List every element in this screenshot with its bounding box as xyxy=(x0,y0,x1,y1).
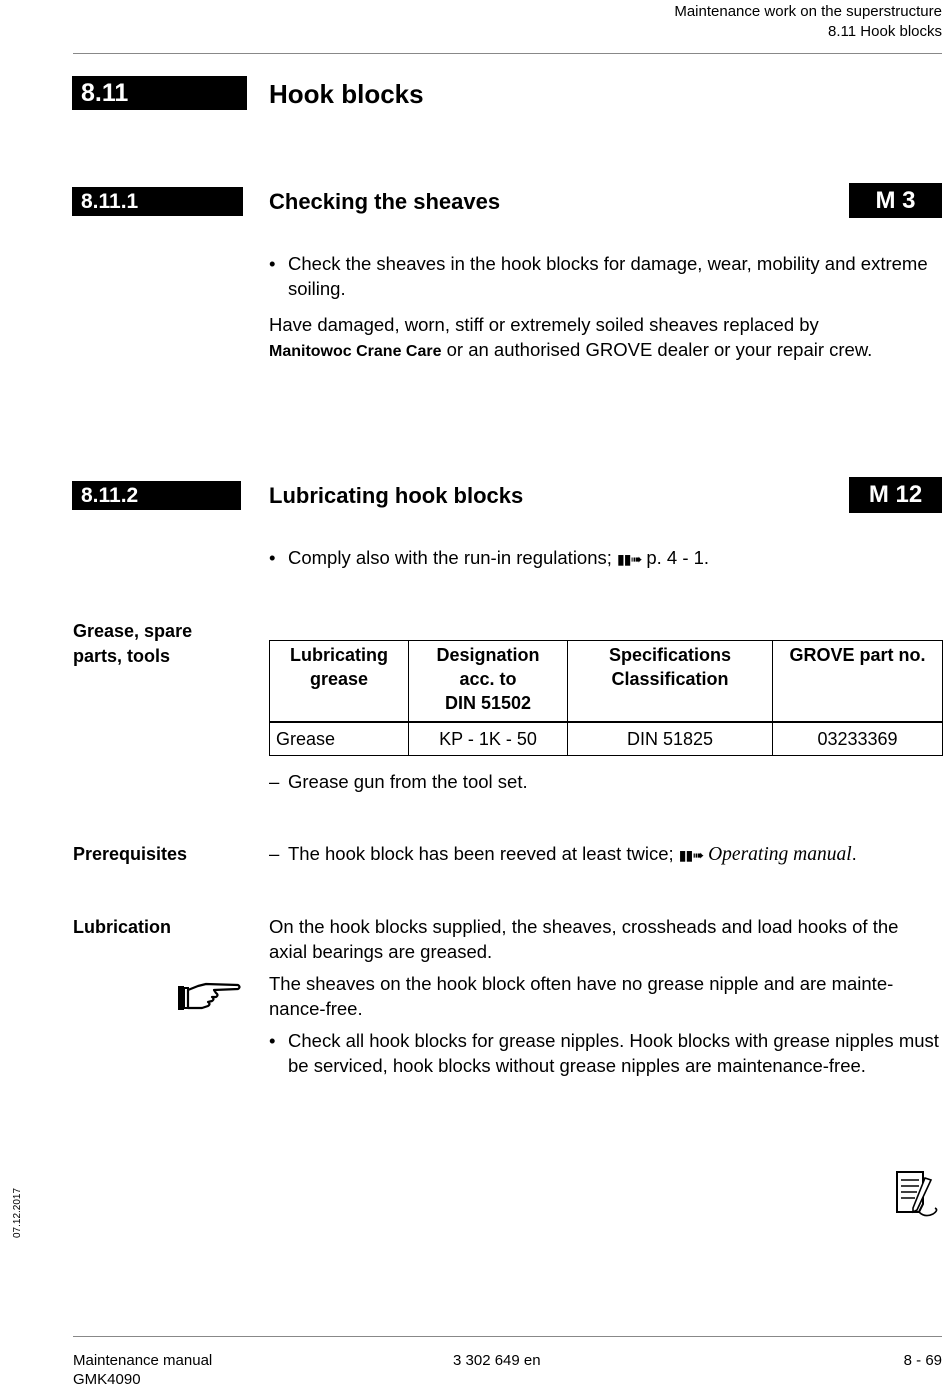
subsection-number-2: 8.11.2 xyxy=(72,481,241,510)
footer-doc-number: 3 302 649 en xyxy=(453,1352,541,1369)
col-header-specifications xyxy=(568,641,773,723)
prerequisite-period: . xyxy=(851,843,857,864)
grease-label-line1: Grease, spare xyxy=(73,621,193,641)
revision-date: 07.12.2017 xyxy=(12,1187,23,1238)
pointing-hand-icon xyxy=(176,978,242,1014)
subsection-title-2: Lubricating hook blocks xyxy=(269,483,524,508)
grease-label-line2: parts, tools xyxy=(73,646,171,666)
lubrication-paragraph: On the hook blocks supplied, the sheaves, crossheads and load hooks of the axial bearings are greased. xyxy=(269,916,899,962)
footer-rule xyxy=(73,1336,942,1337)
header-text: Specifications xyxy=(608,645,732,665)
header-text: grease xyxy=(309,669,369,689)
grease-table xyxy=(269,640,943,756)
sub2-bullet-item xyxy=(269,546,931,572)
col-header-lubricating-grease xyxy=(270,641,409,723)
lubrication-content xyxy=(269,915,941,1078)
dash-marker: – xyxy=(269,843,280,864)
header-section: 8.11 Hook blocks xyxy=(828,23,942,40)
lubrication-bullet-item xyxy=(269,1029,941,1078)
interval-badge-2: M 12 xyxy=(849,477,942,513)
footer-page-number: 8 - 69 xyxy=(903,1352,942,1369)
dash-marker: – xyxy=(269,771,280,792)
col-header-part-no xyxy=(773,641,943,723)
header-text: Lubricating xyxy=(290,645,388,665)
running-header xyxy=(674,2,942,42)
sub1-bullet-item xyxy=(269,252,931,301)
footer-manual-title: Maintenance manual xyxy=(73,1352,213,1369)
tool-item xyxy=(269,770,931,795)
lubrication-bullet-text: Check all hook blocks for grease nipples. Hook blocks with grease nipples must be serviced, hook blocks without grease nipples are maintenance-free. xyxy=(288,1030,939,1076)
footer-model: GMK4090 xyxy=(73,1371,141,1388)
sub1-para-start: Have damaged, worn, stiff or extremely soiled sheaves replaced by xyxy=(269,314,819,335)
tool-item-text: Grease gun from the tool set. xyxy=(288,771,528,792)
header-rule xyxy=(73,53,942,54)
prerequisite-text: The hook block has been reeved at least twice; xyxy=(288,843,674,864)
operating-manual-link[interactable]: Operating manual xyxy=(708,844,852,865)
maintenance-log-icon xyxy=(893,1168,943,1220)
sub2-bullet-text: Comply also with the run-in regulations; xyxy=(288,547,612,568)
header-text: Designation xyxy=(436,645,540,665)
header-text: acc. to xyxy=(459,669,517,689)
grease-label xyxy=(73,619,192,669)
interval-badge-1: M 3 xyxy=(849,183,942,218)
section-title: Hook blocks xyxy=(269,79,424,109)
sub1-bullet-text: Check the sheaves in the hook blocks for damage, wear, mobility and extreme soiling. xyxy=(288,253,928,299)
bullet-marker: • xyxy=(269,253,276,274)
header-text: GROVE part no. xyxy=(789,645,926,665)
bullet-marker: • xyxy=(269,1030,276,1051)
lubrication-note: The sheaves on the hook block often have no grease nipple and are mainte-nance-free. xyxy=(269,973,894,1019)
sub1-paragraph xyxy=(269,313,931,364)
header-text: Classification xyxy=(611,669,729,689)
cell-grease: Grease xyxy=(270,722,409,756)
header-text: DIN 51502 xyxy=(444,693,532,713)
cell-specification: DIN 51825 xyxy=(568,722,773,756)
sub1-para-end: or an authorised GROVE dealer or your repair crew. xyxy=(441,338,873,360)
manitowoc-brand: Manitowoc Crane Care xyxy=(269,342,442,360)
cell-part-no: 03233369 xyxy=(773,722,943,756)
sub1-content xyxy=(269,252,931,364)
arrow-ref-icon: ▮▮➠ xyxy=(617,551,642,567)
prerequisite-item xyxy=(269,842,931,868)
page-ref-link[interactable]: p. 4 - 1. xyxy=(646,547,710,568)
table-header-row xyxy=(270,641,943,723)
sub2-content xyxy=(269,546,931,572)
subsection-title-1: Checking the sheaves xyxy=(269,189,501,214)
arrow-ref-icon: ▮▮➠ xyxy=(678,847,703,863)
section-number: 8.11 xyxy=(72,76,247,110)
tools-list xyxy=(269,770,931,795)
lubrication-label: Lubrication xyxy=(73,917,171,937)
bullet-marker: • xyxy=(269,547,276,568)
table-row xyxy=(270,722,943,756)
prerequisites-content xyxy=(269,842,931,868)
footer-left xyxy=(73,1351,212,1389)
prerequisites-label: Prerequisites xyxy=(73,844,188,864)
subsection-number-1: 8.11.1 xyxy=(72,187,243,216)
cell-designation: KP - 1K - 50 xyxy=(409,722,568,756)
header-chapter: Maintenance work on the superstructure xyxy=(674,3,942,20)
col-header-designation xyxy=(409,641,568,723)
